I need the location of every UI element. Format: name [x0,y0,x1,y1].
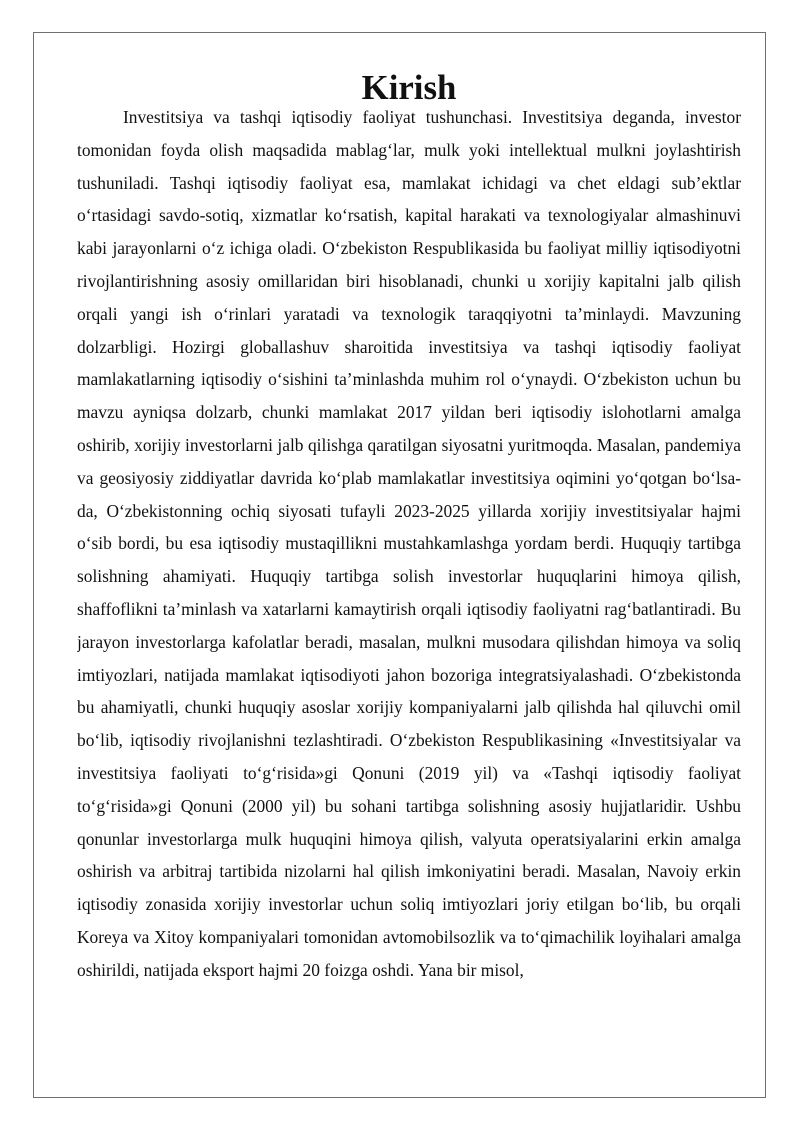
document-title: Kirish [361,68,457,107]
document-body-paragraph: Investitsiya va tashqi iqtisodiy faoliyat tushunchasi. Investitsiya deganda, investor tomonidan foyda olish maqsadida mablag‘lar, mulk yoki intellektual mulkni joylashtirish tushuniladi. Tashqi iqtisodiy faoliyat esa, mamlakat ichidagi va chet eldagi sub’ektlar o‘rtasidagi savdo-sotiq, xizmatlar ko‘rsatish, kapital harakati va texnologiyalar almashinuvi kabi jarayonlarni o‘z ichiga oladi. O‘zbekiston Respublikasida bu faoliyat milliy iqtisodiyotni rivojlantirishning asosiy omillaridan biri hisoblanadi, chunki u xorijiy kapitalni jalb qilish orqali yangi ish o‘rinlari yaratadi va texnologik taraqqiyotni ta’minlaydi. Mavzuning dolzarbligi. Hozirgi globallashuv sharoitida investitsiya va tashqi iqtisodiy faoliyat mamlakatlarning iqtisodiy o‘sishini ta’minlashda muhim rol o‘ynaydi. O‘zbekiston uchun bu mavzu ayniqsa dolzarb, chunki mamlakat 2017 yildan beri iqtisodiy islohotlarni amalga oshirib, xorijiy investorlarni jalb qilishga qaratilgan siyosatni yuritmoqda. Masalan, pandemiya va geosiyosiy ziddiyatlar davrida ko‘plab mamlakatlar investitsiya oqimini yo‘qotgan bo‘lsa-da, O‘zbekistonning ochiq siyosati tufayli 2023-2025 yillarda xorijiy investitsiyalar hajmi o‘sib bordi, bu esa iqtisodiy mustaqillikni mustahkamlashga yordam berdi. Huquqiy tartibga solishning ahamiyati. Huquqiy tartibga solish investorlar huquqlarini himoya qilish, shaffoflikni ta’minlash va xatarlarni kamaytirish orqali iqtisodiy faoliyatni rag‘batlantiradi. Bu jarayon investorlarga kafolatlar beradi, masalan, mulkni musodara qilishdan himoya va soliq imtiyozlari, natijada mamlakat iqtisodiyoti jahon bozoriga integratsiyalashadi. O‘zbekistonda bu ahamiyatli, chunki huquqiy asoslar xorijiy kompaniyalarni jalb qilishda hal qiluvchi omil bo‘lib, iqtisodiy rivojlanishni tezlashtiradi. O‘zbekiston Respublikasining «Investitsiyalar va investitsiya faoliyati to‘g‘risida»gi Qonuni (2019 yil) va «Tashqi iqtisodiy faoliyat to‘g‘risida»gi Qonuni (2000 yil) bu sohani tartibga solishning asosiy hujjatlaridir. Ushbu qonunlar investorlarga mulk huquqini himoya qilish, valyuta operatsiyalarini erkin amalga oshirish va arbitraj tartibida nizolarni hal qilish imkoniyatini beradi. Masalan, Navoiy erkin iqtisodiy zonasida xorijiy investorlar uchun soliq imtiyozlari joriy etilgan bo‘lib, bu orqali Koreya va Xitoy kompaniyalari tomonidan avtomobilsozlik va to‘qimachilik loyihalari amalga oshirildi, natijada eksport hajmi 20 foizga oshdi. Yana bir misol, [77,107,741,980]
document-content [77,68,741,987]
